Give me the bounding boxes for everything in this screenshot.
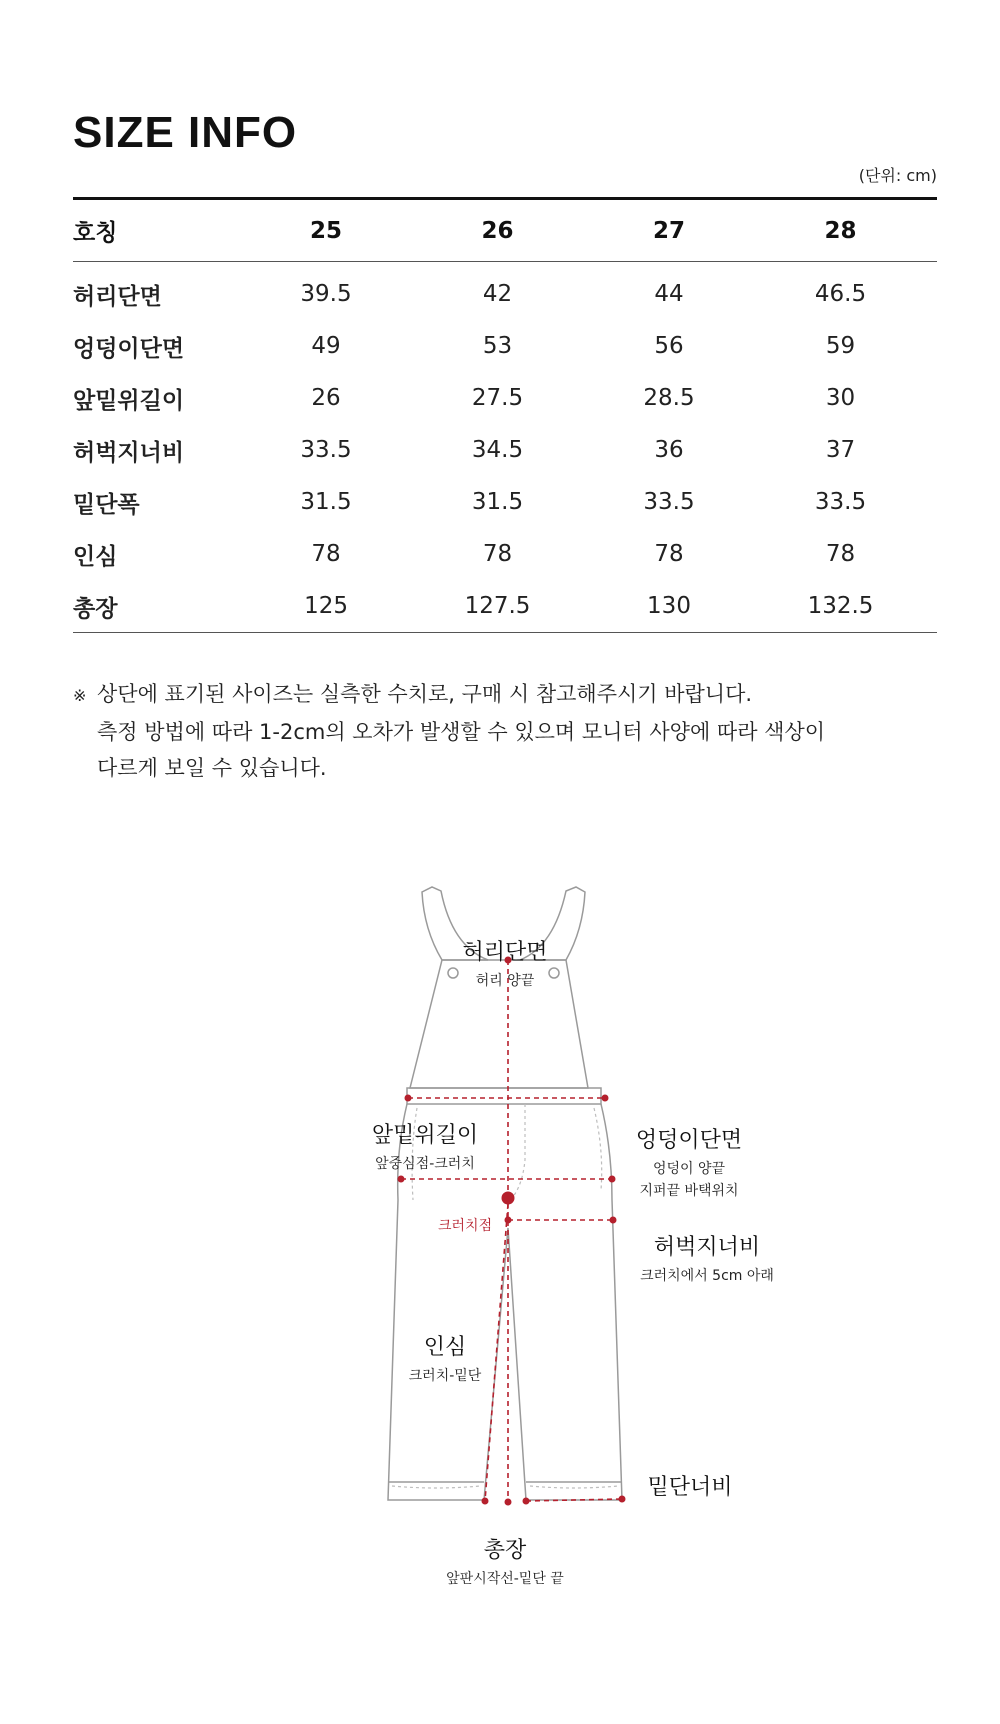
cell: 30 bbox=[825, 385, 856, 411]
table-row bbox=[73, 372, 937, 424]
table-header-row bbox=[73, 199, 937, 262]
cell: 78 bbox=[654, 541, 684, 567]
row-label: 허벅지너비 bbox=[73, 439, 185, 466]
cell: 27.5 bbox=[471, 385, 524, 411]
row-label: 앞밑위길이 bbox=[73, 387, 185, 414]
table-row bbox=[73, 262, 937, 321]
cell: 28.5 bbox=[643, 385, 695, 411]
row-label: 총장 bbox=[73, 595, 118, 622]
cell: 59 bbox=[825, 333, 856, 359]
cell: 33.5 bbox=[300, 437, 352, 463]
crotch-point-label: 크러치점 bbox=[438, 1218, 493, 1234]
header-size: 25 bbox=[310, 217, 343, 244]
thigh-label: 허벅지너비 크러치에서 5cm 아래 bbox=[640, 1235, 774, 1284]
waistband bbox=[407, 1088, 601, 1104]
header-size: 28 bbox=[824, 217, 857, 244]
hip-label: 엉덩이단면 엉덩이 양끝 지퍼끝 바택위치 bbox=[635, 1128, 743, 1199]
note-line: 측정 방법에 따라 1-2cm의 오차가 발생할 수 있으며 모니터 사양에 따라 색상이 bbox=[97, 720, 826, 744]
table-row bbox=[73, 424, 937, 476]
cell: 49 bbox=[311, 333, 341, 359]
note-line: ※ 상단에 표기된 사이즈는 실측한 수치로, 구매 시 참고해주시기 바랍니다. bbox=[73, 676, 825, 714]
row-label: 밑단폭 bbox=[73, 491, 140, 518]
cell: 36 bbox=[654, 437, 684, 463]
hem-label: 밑단너비 bbox=[647, 1475, 733, 1500]
cell: 33.5 bbox=[643, 489, 695, 515]
cell: 46.5 bbox=[814, 281, 867, 307]
row-label: 인심 bbox=[73, 543, 118, 570]
unit-label: (단위: cm) bbox=[858, 166, 937, 185]
front-rise-label: 앞밑위길이 앞중심점-크러치 bbox=[371, 1123, 479, 1172]
waist-label: 허리단면 허리 양끝 bbox=[462, 940, 548, 989]
inseam-label: 인심 크러치-밑단 bbox=[408, 1335, 482, 1384]
cell: 127.5 bbox=[464, 593, 531, 619]
size-table bbox=[73, 197, 937, 633]
total-length-label: 총장 앞판시작선-밑단 끝 bbox=[446, 1538, 564, 1587]
cell: 33.5 bbox=[814, 489, 867, 515]
cell: 132.5 bbox=[807, 593, 874, 619]
header-label: 호칭 bbox=[73, 220, 118, 246]
cell: 39.5 bbox=[300, 281, 352, 307]
cell: 78 bbox=[311, 541, 341, 567]
cell: 31.5 bbox=[300, 489, 352, 515]
table-row bbox=[73, 476, 937, 528]
table-row bbox=[73, 320, 937, 372]
cell: 125 bbox=[304, 593, 348, 619]
note-line: 다르게 보일 수 있습니다. bbox=[97, 756, 327, 780]
table-row bbox=[73, 580, 937, 633]
header-size: 26 bbox=[481, 217, 514, 244]
cell: 53 bbox=[482, 333, 513, 359]
cell: 130 bbox=[647, 593, 691, 619]
cell: 78 bbox=[825, 541, 856, 567]
row-label: 허리단면 bbox=[73, 283, 162, 310]
cell: 78 bbox=[482, 541, 513, 567]
cell: 31.5 bbox=[471, 489, 524, 515]
table-row bbox=[73, 528, 937, 580]
cell: 56 bbox=[654, 333, 684, 359]
cell: 34.5 bbox=[471, 437, 524, 463]
measurement-diagram bbox=[0, 860, 1000, 1660]
cell: 44 bbox=[654, 281, 684, 307]
cell: 37 bbox=[825, 437, 856, 463]
page-title: SIZE INFO bbox=[73, 108, 298, 157]
size-notes bbox=[73, 676, 825, 786]
row-label: 엉덩이단면 bbox=[73, 335, 185, 362]
header-size: 27 bbox=[653, 217, 686, 244]
cell: 42 bbox=[482, 281, 513, 307]
cell: 26 bbox=[311, 385, 341, 411]
reference-mark-icon: ※ bbox=[73, 686, 87, 705]
